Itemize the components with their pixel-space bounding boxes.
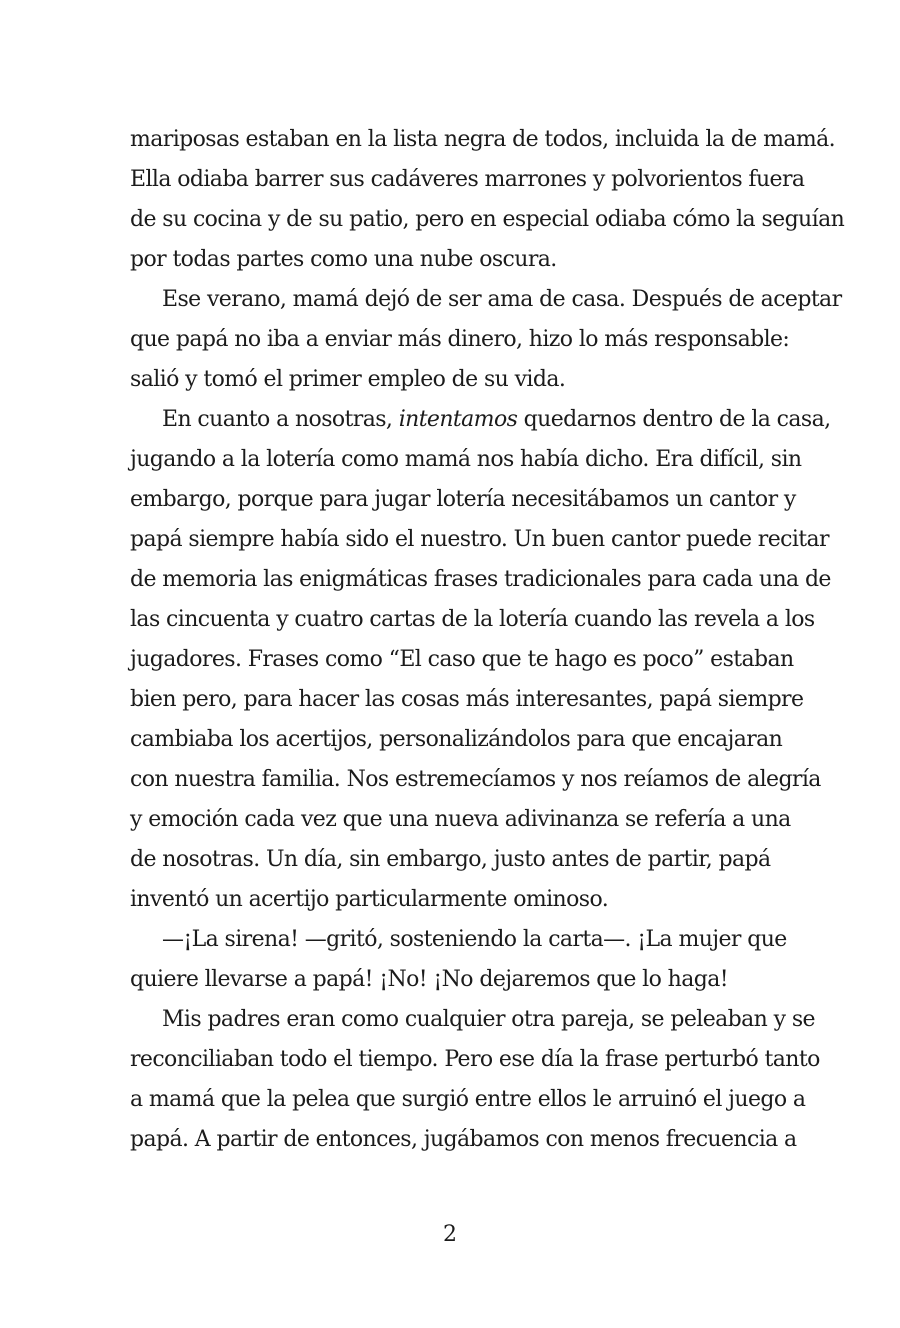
text-line — [130, 200, 845, 240]
text-line — [130, 880, 750, 920]
text-line — [130, 520, 829, 560]
text-line — [130, 160, 805, 200]
text-line — [130, 760, 821, 800]
text-line — [130, 360, 750, 400]
paragraph — [130, 120, 845, 280]
line-text: Ella odiaba barrer sus cadáveres marrones y polvorientos fuera — [130, 167, 805, 192]
line-text: embargo, porque para jugar lotería necesitábamos un cantor y — [130, 487, 796, 512]
text-line — [130, 280, 842, 320]
line-text: inventó un acertijo particularmente ominoso. — [130, 887, 609, 912]
line-text: a mamá que la pelea que surgió entre ellos le arruinó el juego a — [130, 1087, 806, 1112]
line-text: que papá no iba a enviar más dinero, hizo lo más responsable: — [130, 327, 790, 352]
text-line — [130, 920, 787, 960]
text-line — [130, 640, 794, 680]
line-text: por todas partes como una nube oscura. — [130, 247, 557, 272]
text-line — [130, 840, 771, 880]
line-text: de nosotras. Un día, sin embargo, justo antes de partir, papá — [130, 847, 771, 872]
text-line — [130, 1000, 815, 1040]
text-line — [130, 1040, 820, 1080]
text-line — [130, 960, 750, 1000]
text-line — [130, 120, 836, 160]
text-line — [130, 400, 831, 440]
text-line — [130, 480, 796, 520]
paragraph — [130, 280, 842, 400]
line-text: de memoria las enigmáticas frases tradicionales para cada una de — [130, 567, 831, 592]
line-text: jugadores. Frases como “El caso que te hago es poco” estaban — [130, 647, 794, 672]
text-line — [130, 1120, 797, 1160]
paragraph — [130, 1000, 820, 1160]
line-text: —¡La sirena! —gritó, sosteniendo la carta—. ¡La mujer que — [162, 927, 787, 952]
text-line — [130, 560, 831, 600]
text-line — [130, 440, 802, 480]
line-text: con nuestra familia. Nos estremecíamos y nos reíamos de alegría — [130, 767, 821, 792]
line-text: de su cocina y de su patio, pero en especial odiaba cómo la seguían — [130, 207, 845, 232]
line-text: bien pero, para hacer las cosas más interesantes, papá siempre — [130, 687, 804, 712]
text-line — [130, 600, 815, 640]
line-text: En cuanto a nosotras, — [162, 407, 399, 432]
line-text: y emoción cada vez que una nueva adivinanza se refería a una — [130, 807, 791, 832]
line-text: Mis padres eran como cualquier otra pareja, se peleaban y se — [162, 1007, 815, 1032]
line-text: reconciliaban todo el tiempo. Pero ese día la frase perturbó tanto — [130, 1047, 820, 1072]
line-text: papá siempre había sido el nuestro. Un buen cantor puede recitar — [130, 527, 829, 552]
line-text: las cincuenta y cuatro cartas de la lotería cuando las revela a los — [130, 607, 815, 632]
line-text: Ese verano, mamá dejó de ser ama de casa. Después de aceptar — [162, 287, 842, 312]
text-line — [130, 240, 750, 280]
text-line — [130, 720, 783, 760]
italic-text: intentamos — [398, 407, 518, 432]
line-text: jugando a la lotería como mamá nos había dicho. Era difícil, sin — [130, 447, 802, 472]
line-text: papá. A partir de entonces, jugábamos con menos frecuencia a — [130, 1127, 797, 1152]
text-line — [130, 800, 791, 840]
page-number: 2 — [443, 1222, 457, 1247]
text-line — [130, 1080, 806, 1120]
line-text: quedarnos dentro de la casa, — [517, 407, 831, 432]
paragraph — [130, 920, 787, 1000]
text-line — [130, 320, 790, 360]
line-text: mariposas estaban en la lista negra de todos, incluida la de mamá. — [130, 127, 836, 152]
paragraph — [130, 400, 831, 920]
line-text: cambiaba los acertijos, personalizándolos para que encajaran — [130, 727, 783, 752]
line-text: quiere llevarse a papá! ¡No! ¡No dejaremos que lo haga! — [130, 967, 728, 992]
line-text: salió y tomó el primer empleo de su vida. — [130, 367, 566, 392]
text-line — [130, 680, 804, 720]
body-text — [130, 120, 845, 1160]
